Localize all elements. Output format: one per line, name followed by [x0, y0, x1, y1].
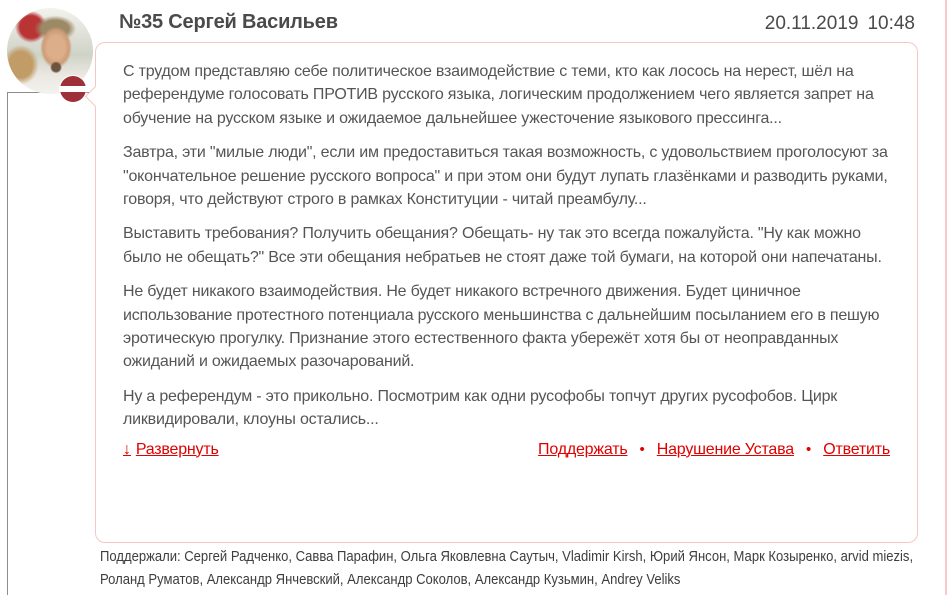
comment-paragraph: Выставить требования? Получить обещания? Обещать- ну так это всегда пожалуйста. "Ну как можно было не обещать?" Все эти обещания небратьев не стоят даже той бумаги, на которой они напечатаны.: [123, 225, 882, 266]
action-links: [538, 441, 890, 459]
bullet-icon: •: [639, 440, 645, 458]
comment-datetime: [765, 13, 915, 35]
comment-author[interactable]: №35 Сергей Васильев: [119, 11, 338, 33]
supporters-line: [100, 545, 938, 591]
comment-bubble: [95, 42, 918, 543]
support-link[interactable]: Поддержать: [538, 440, 628, 458]
reply-link[interactable]: Ответить: [823, 440, 890, 458]
comment-paragraph: Завтра, эти "милые люди", если им предоставиться такая возможность, с удовольствием проголосуют за "окончательное решение русского вопроса" и при этом они будут лупать глазёнками и разводить руками, говоря, что действуют строго в рамках Конституции - читай преамбулу...: [123, 144, 888, 209]
comment-paragraph: Ну а референдум - это прикольно. Посмотрим как одни русофобы топчут других русофобов. Цирк ликвидировали, клоуны остались...: [123, 387, 838, 429]
supporters-label: Поддержали:: [100, 548, 181, 565]
latvia-flag-icon: [60, 76, 86, 102]
bullet-icon: •: [805, 440, 812, 458]
comment-time: 10:48: [867, 13, 915, 34]
page-right-border: [945, 0, 947, 595]
expand-link[interactable]: [123, 441, 219, 459]
avatar[interactable]: [7, 8, 93, 94]
report-violation-link[interactable]: Нарушение Устава: [656, 440, 794, 458]
supporters-names: Сергей Радченко, Савва Парафин, Ольга Яковлевна Саутыч, Vladimir Kirsh, Юрий Янсон, Марк Козыренко, arvid miezis, Роланд Руматов, Александр Янчевский, Александр Соколов, Александр Кузьмин, Andrey Veliks: [100, 548, 914, 588]
comment-paragraph: С трудом представляю себе политическое взаимодействие с теми, кто как лосось на нерест, шёл на референдуме голосовать ПРОТИВ русского языка, логическим продолжением чего является запрет на обучение на русском языке и ожидаемое дальнейшее ужесточение языкового прессинга...: [123, 63, 874, 127]
comment-date: 20.11.2019: [764, 13, 859, 34]
thread-frame-line: [7, 92, 94, 595]
comment-paragraph: Не будет никакого взаимодействия. Не будет никакого встречного движения. Будет циничное использование протестного потенциала русского меньшинства с дальнейшим посыланием его в пешую эротическую прогулку. Признание этого естественного факта убережёт хотя бы от неоправданных ожиданий и ожидаемых разочарований.: [123, 283, 880, 371]
down-arrow-icon: ↓: [123, 440, 131, 458]
expand-label: Развернуть: [135, 440, 219, 458]
comment-action-bar: [123, 441, 890, 459]
